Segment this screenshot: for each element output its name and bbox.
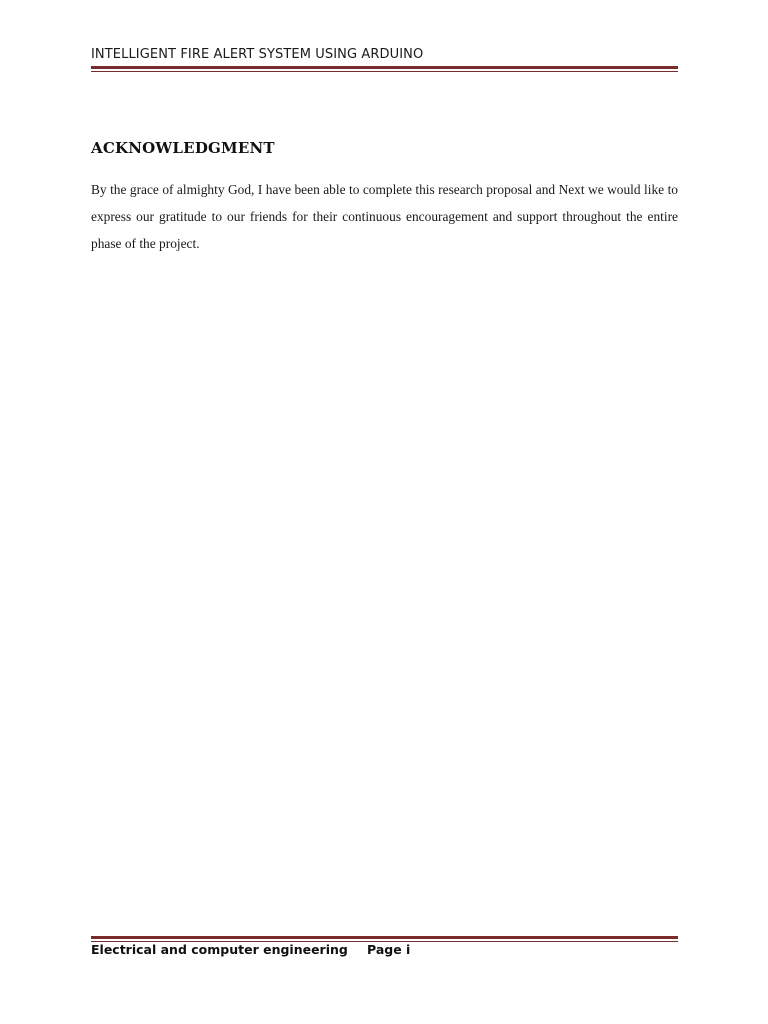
header-rule-thick [91,66,678,69]
footer-department: Electrical and computer engineering [91,942,348,957]
header-title: INTELLIGENT FIRE ALERT SYSTEM USING ARDUINO [91,47,424,62]
footer-rule-thick [91,936,678,939]
header-rule-thin [91,71,678,72]
section-heading: ACKNOWLEDGMENT [91,139,275,157]
acknowledgment-paragraph: By the grace of almighty God, I have been able to complete this research proposal and Next we would like to express our gratitude to our friends for their continuous encouragement and support throughout the entire phase of the project. [91,182,678,251]
footer-page-number: Page i [367,942,411,957]
